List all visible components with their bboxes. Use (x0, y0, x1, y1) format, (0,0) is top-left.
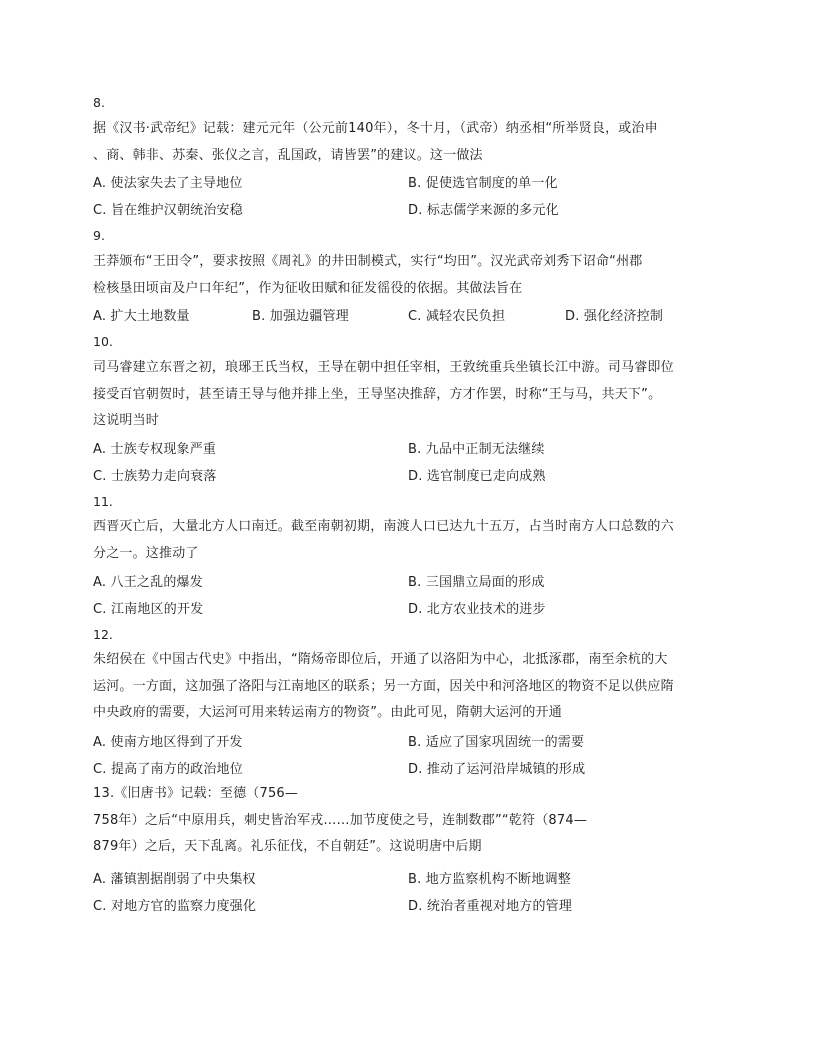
option-b[interactable]: B. 地方监察机构不断地调整 (408, 872, 571, 887)
question-number: 12. (93, 627, 113, 642)
option-c[interactable]: C. 对地方官的监察力度强化 (93, 899, 257, 914)
stem-line: 检核垦田顷亩及户口年纪”，作为征收田赋和征发徭役的依据。其做法旨在 (93, 280, 523, 296)
question-number: 9. (93, 228, 105, 243)
question-stem (93, 781, 725, 861)
option-a[interactable]: A. 士族专权现象严重 (93, 442, 217, 457)
question-number: 11. (93, 494, 113, 509)
stem-line: 朱绍侯在《中国古代史》中指出，“隋炀帝即位后，开通了以洛阳为中心，北抵涿郡，南至余杭的大 (93, 652, 668, 667)
question-stem (93, 116, 725, 169)
option-d[interactable]: D. 强化经济控制 (565, 309, 664, 324)
option-d[interactable]: D. 选官制度已走向成熟 (408, 469, 546, 484)
option-d[interactable]: D. 标志儒学来源的多元化 (408, 203, 559, 218)
question-number: 10. (93, 334, 113, 349)
option-b[interactable]: B. 促使选官制度的单一化 (408, 176, 558, 191)
question-stem (93, 647, 725, 727)
stem-line: 王莽颁布“王田令”，要求按照《周礼》的井田制模式，实行“均田”。汉光武帝刘秀下诏命“州郡 (93, 254, 643, 269)
option-b[interactable]: B. 适应了国家巩固统一的需要 (408, 735, 585, 750)
option-c[interactable]: C. 士族势力走向衰落 (93, 469, 217, 484)
stem-line: 这说明当时 (93, 413, 160, 428)
stem-line: 运河。一方面，这加强了洛阳与江南地区的联系；另一方面，因关中和河洛地区的物资不足以供应隋 (93, 678, 674, 694)
question-stem (93, 514, 725, 567)
stem-line: 分之一。这推动了 (93, 545, 199, 561)
stem-line: 中央政府的需要，大运河可用来转运南方的物资”。由此可见，隋朝大运河的开通 (93, 705, 562, 720)
question-stem (93, 249, 725, 302)
option-a[interactable]: A. 使法家失去了主导地位 (93, 176, 243, 191)
stem-line: 879年）之后，天下乱离。礼乐征伐，不自朝廷”。这说明唐中后期 (93, 839, 482, 854)
option-c[interactable]: C. 提高了南方的政治地位 (93, 762, 243, 777)
stem-line: 司马睿建立东晋之初，琅琊王氏当权，王导在朝中担任宰相，王敦统重兵坐镇长江中游。司马睿即位 (93, 360, 674, 375)
stem-line: 接受百官朝贺时，甚至请王导与他并排上坐，王导坚决推辞，方才作罢，时称“王与马，共天下”。 (93, 386, 662, 402)
option-d[interactable]: D. 统治者重视对地方的管理 (408, 899, 573, 914)
option-c[interactable]: C. 减轻农民负担 (408, 309, 506, 324)
option-d[interactable]: D. 推动了运河沿岸城镇的形成 (408, 762, 586, 777)
stem-line: 、商、韩非、苏秦、张仪之言，乱国政，请皆罢”的建议。这一做法 (93, 147, 483, 163)
option-a[interactable]: A. 八王之乱的爆发 (93, 575, 203, 590)
question-stem (93, 355, 725, 435)
option-b[interactable]: B. 三国鼎立局面的形成 (408, 575, 545, 590)
option-a[interactable]: A. 使南方地区得到了开发 (93, 735, 243, 750)
option-a[interactable]: A. 藩镇割据削弱了中央集权 (93, 872, 256, 887)
stem-line: 758年）之后“中原用兵，刺史皆治军戎……加节度使之号，连制数郡”“乾符（874— (93, 812, 588, 828)
option-b[interactable]: B. 加强边疆管理 (252, 309, 349, 324)
question-number: 8. (93, 95, 105, 110)
stem-line: 据《汉书·武帝纪》记载：建元元年（公元前140年），冬十月，（武帝）纳丞相“所举贤良，或治申 (93, 121, 658, 136)
option-c[interactable]: C. 旨在维护汉朝统治安稳 (93, 203, 243, 218)
option-d[interactable]: D. 北方农业技术的进步 (408, 602, 546, 617)
option-b[interactable]: B. 九品中正制无法继续 (408, 442, 545, 457)
stem-line: 13.《旧唐书》记载：至德（756— (93, 786, 299, 801)
option-a[interactable]: A. 扩大土地数量 (93, 309, 190, 324)
stem-line: 西晋灭亡后，大量北方人口南迁。截至南朝初期，南渡人口已达九十五万，占当时南方人口总数的六 (93, 519, 674, 534)
option-c[interactable]: C. 江南地区的开发 (93, 602, 204, 617)
